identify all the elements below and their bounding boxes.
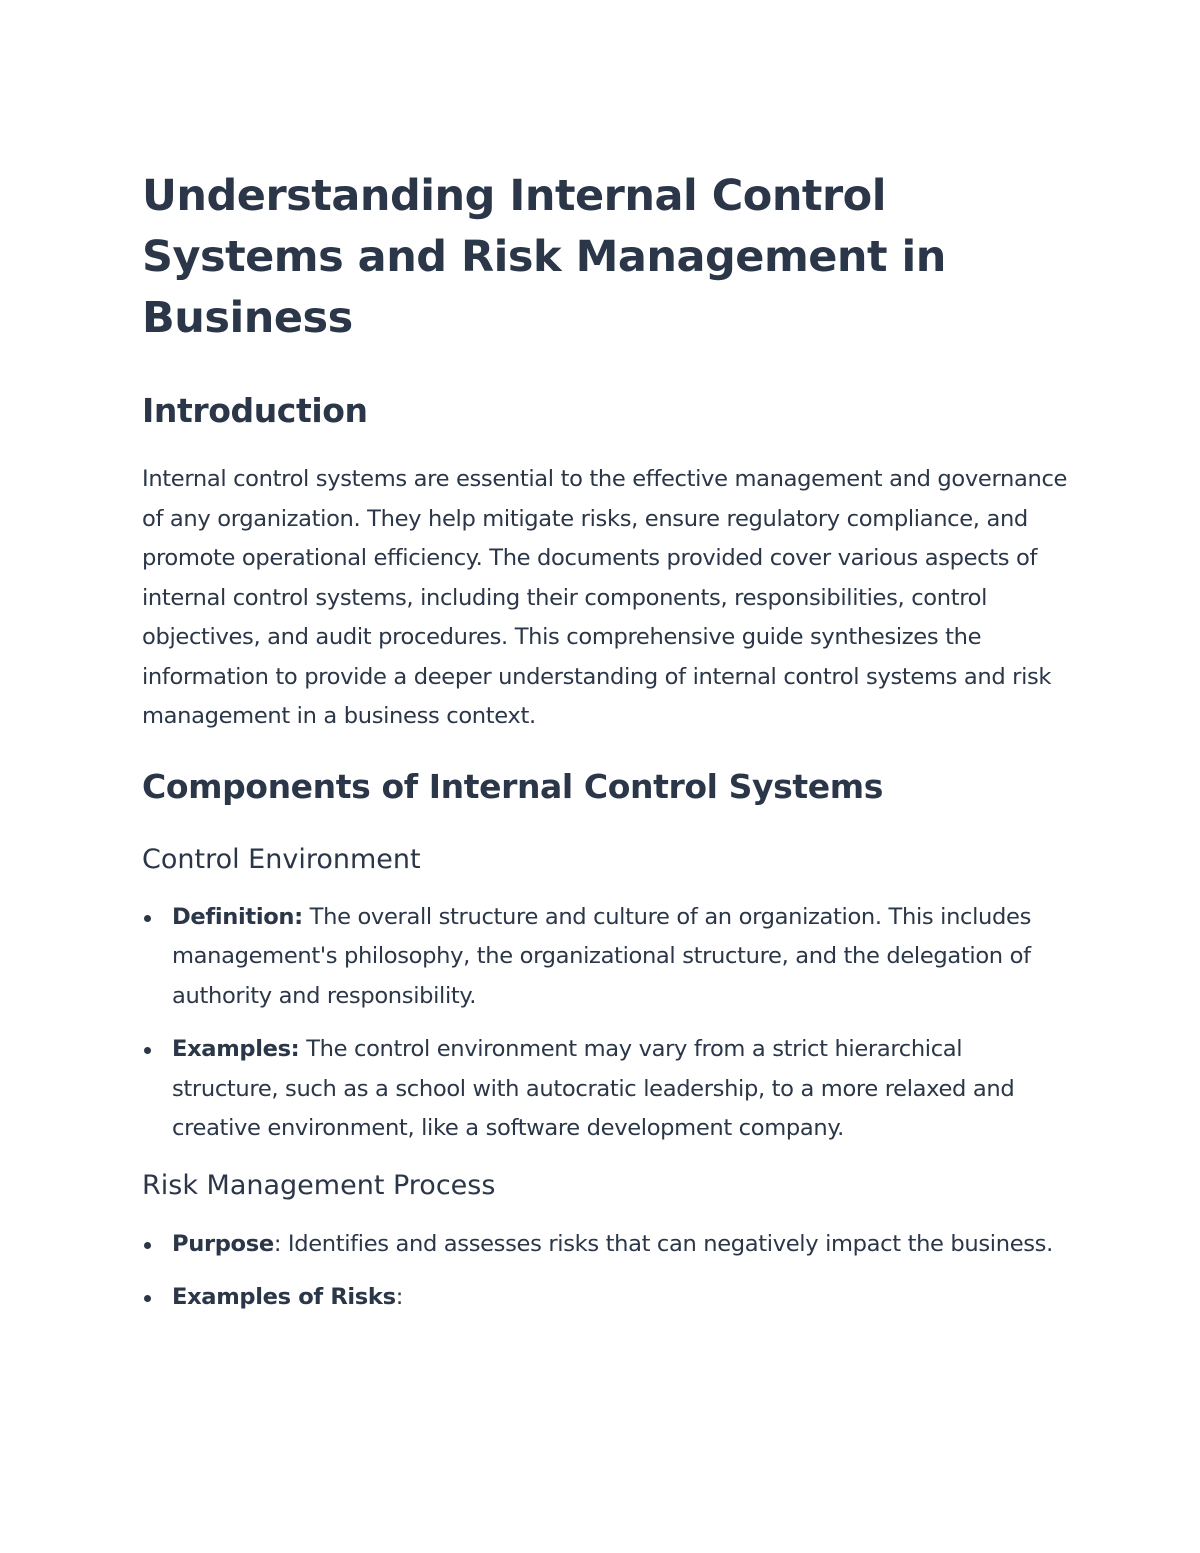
components-heading: Components of Internal Control Systems — [142, 766, 883, 806]
bullet-icon — [144, 915, 151, 922]
item-text: : — [395, 1284, 403, 1310]
list-item — [142, 1278, 1070, 1318]
control-environment-list — [142, 898, 1070, 1149]
list-item — [142, 1030, 1070, 1149]
item-text: The overall structure and culture of an organization. This includes management's philosophy, the organizational structure, and the delegation of authority and responsibility. — [172, 903, 1031, 1009]
introduction-heading: Introduction — [142, 391, 368, 430]
item-term: Purpose — [172, 1230, 274, 1257]
introduction-paragraph: Internal control systems are essential to the effective management and governance of any organization. They help mitigate risks, ensure regulatory compliance, and promote operational efficiency. The documents provided cover various aspects of internal control systems, including their components, responsibilities, control objectives, and audit procedures. This comprehensive guide synthesizes the information to provide a deeper understanding of internal control systems and risk management in a business context. — [142, 466, 1068, 729]
bullet-icon — [144, 1047, 151, 1054]
item-text: The control environment may vary from a strict hierarchical structure, such as a school with autocratic leadership, to a more relaxed and creative environment, like a software development company. — [172, 1036, 1015, 1141]
list-item — [142, 1225, 1070, 1265]
list-item — [142, 898, 1070, 1017]
bullet-icon — [144, 1295, 151, 1302]
item-term: Definition: — [172, 903, 303, 930]
item-term: Examples of Risks — [172, 1284, 396, 1310]
item-text: : Identifies and assesses risks that can negatively impact the business. — [273, 1230, 1053, 1257]
control-environment-heading: Control Environment — [142, 843, 421, 875]
risk-management-heading: Risk Management Process — [142, 1169, 496, 1201]
risk-management-list — [142, 1225, 1070, 1318]
bullet-icon — [144, 1242, 151, 1249]
document-title: Understanding Internal Control Systems and Risk Management in Business — [142, 171, 946, 343]
item-term: Examples: — [172, 1036, 300, 1062]
